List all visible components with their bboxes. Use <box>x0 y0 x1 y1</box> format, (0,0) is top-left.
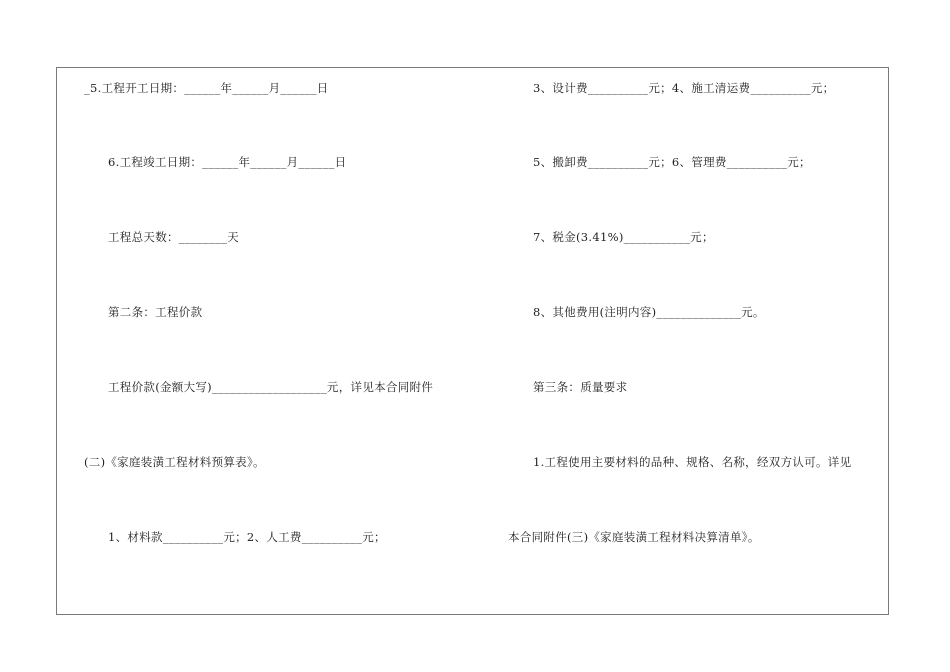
material-labor-line: 1、材料款__________元；2、人工费__________元； <box>108 530 386 544</box>
design-cleanup-fee-line: 3、设计费__________元；4、施工清运费__________元； <box>533 81 835 95</box>
start-date-line: _5.工程开工日期：______年______月______日 <box>84 81 329 95</box>
project-price-line: 工程价款(金额大写)___________________元，详见本合同附件 <box>108 380 434 394</box>
article-two-heading: 第二条：工程价款 <box>108 305 203 319</box>
completion-date-line: 6.工程竣工日期：______年______月______日 <box>108 155 347 169</box>
materials-approval-line: 1.工程使用主要材料的品种、规格、名称，经双方认可。详见 <box>533 455 852 469</box>
attachment-three-line: 本合同附件(三)《家庭装潢工程材料决算清单》。 <box>508 530 760 544</box>
total-days-line: 工程总天数：________天 <box>108 230 239 244</box>
article-three-heading: 第三条：质量要求 <box>533 380 628 394</box>
other-fees-line: 8、其他费用(注明内容)______________元。 <box>533 305 765 319</box>
attachment-two-line: (二)《家庭装潢工程材料预算表》。 <box>84 455 265 469</box>
tax-line: 7、税金(3.41%)___________元； <box>533 230 714 244</box>
handling-management-fee-line: 5、搬卸费__________元；6、管理费__________元； <box>533 155 811 169</box>
